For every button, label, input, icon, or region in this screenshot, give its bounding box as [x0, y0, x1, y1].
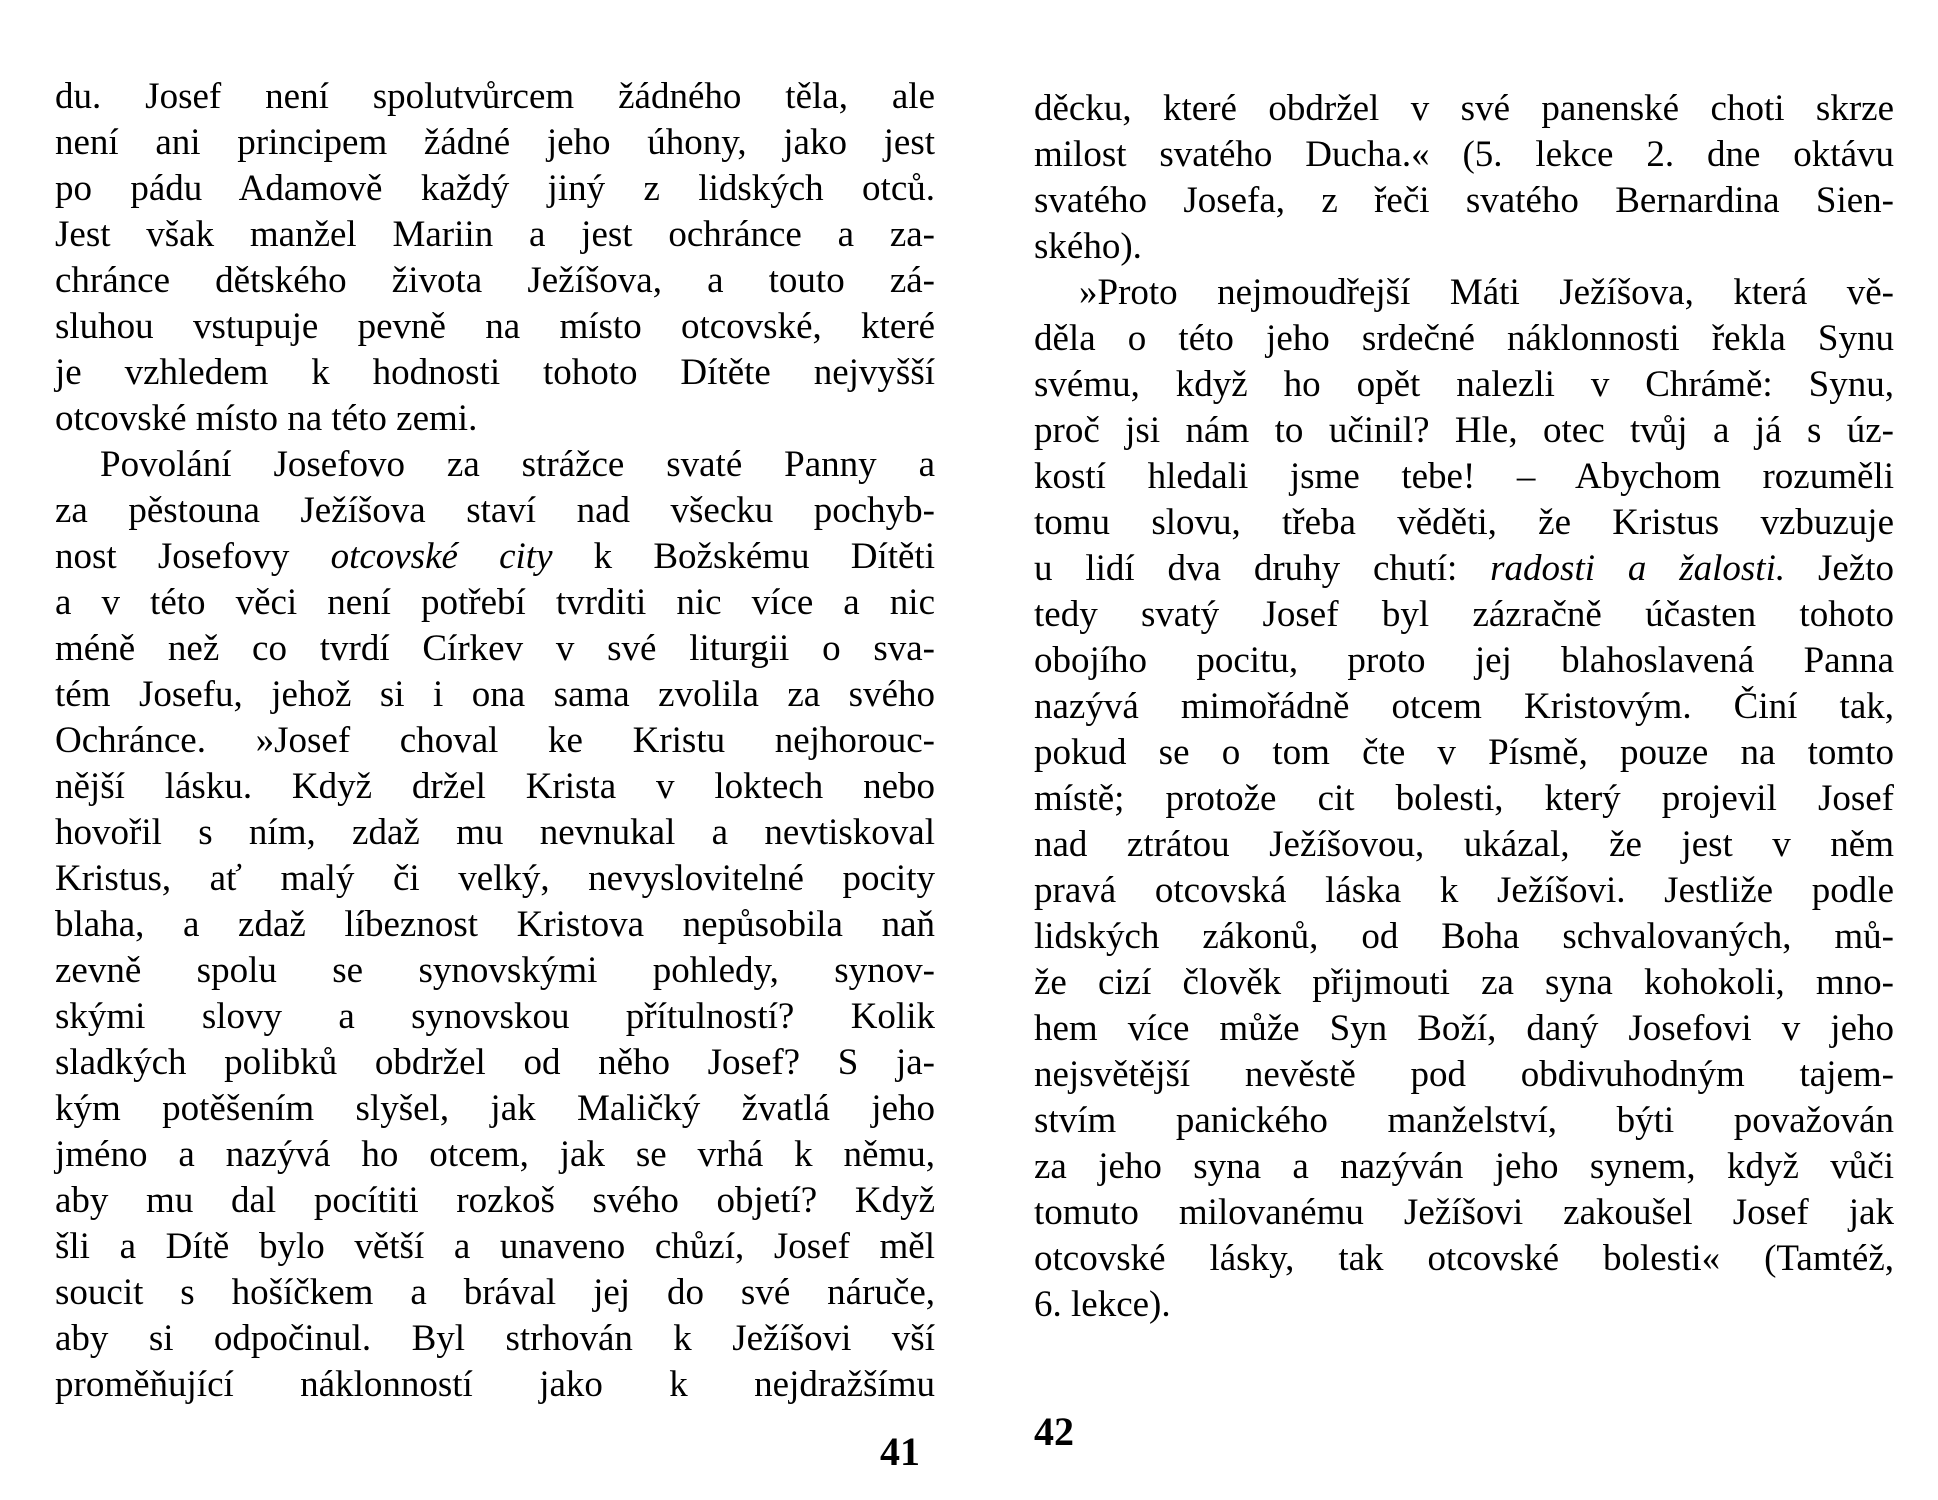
text-line: pravá otcovská láska k Ježíšovi. Jestliže podle [1034, 870, 1894, 911]
text-line: po pádu Adamově každý jiný z lidských otců. [55, 168, 935, 209]
text-line: Ochránce. »Josef choval ke Kristu nejhorouc- [55, 720, 935, 761]
page-number: 41 [880, 1429, 920, 1474]
text-line: že cizí člověk přijmouti za syna kohokoli, mno- [1034, 962, 1894, 1003]
text-line: svatého Josefa, z řeči svatého Bernardina Sien- [1034, 180, 1894, 221]
text-line: pokud se o tom čte v Písmě, pouze na tomto [1034, 732, 1894, 773]
italic-text: radosti a žalosti. [1490, 548, 1786, 589]
text-line: nazývá mimořádně otcem Kristovým. Činí tak, [1034, 686, 1894, 727]
paragraph [55, 442, 935, 1408]
right-page-text [1034, 86, 1894, 1328]
text-line: nad ztrátou Ježíšovou, ukázal, že jest v něm [1034, 824, 1894, 865]
text-line: za pěstouna Ježíšova staví nad všecku pochyb- [55, 490, 935, 531]
text-line: Kristus, ať malý či velký, nevyslovitelné pocity [55, 858, 935, 899]
text-line: tomuto milovanému Ježíšovi zakoušel Josef jak [1034, 1192, 1894, 1233]
text-line: obojího pocitu, proto jej blahoslavená Panna [1034, 640, 1894, 681]
text-line: otcovské lásky, tak otcovské bolesti« (Tamtéž, [1034, 1238, 1894, 1279]
text-line: sladkých polibků obdržel od něho Josef? S ja- [55, 1042, 935, 1083]
text-line: jméno a nazývá ho otcem, jak se vrhá k němu, [55, 1134, 935, 1175]
text-line: 6. lekce). [1034, 1284, 1171, 1325]
text-line: za jeho syna a nazýván jeho synem, když vůči [1034, 1146, 1894, 1187]
paragraph [1034, 270, 1894, 1328]
text-line: méně než co tvrdí Církev v své liturgii o sva- [55, 628, 935, 669]
text-line: proměňující náklonností jako k nejdražšímu [55, 1364, 935, 1405]
text-line: děla o této jeho srdečné náklonnosti řekla Synu [1034, 318, 1894, 359]
text-line: lidských zákonů, od Boha schvalovaných, mů- [1034, 916, 1894, 957]
text-line: otcovské místo na této zemi. [55, 398, 478, 439]
text-line: nejsvětější nevěstě pod obdivuhodným tajem- [1034, 1054, 1894, 1095]
text-line: Povolání Josefovo za strážce svaté Panny a [100, 444, 935, 485]
text-line: děcku, které obdržel v své panenské choti skrze [1034, 88, 1894, 129]
text-line: není ani principem žádné jeho úhony, jako jest [55, 122, 935, 163]
italic-text: otcovské city [330, 536, 553, 577]
text-line: Jest však manžel Mariin a jest ochránce a za- [55, 214, 935, 255]
text-segment: k Božskému Dítěti [552, 536, 935, 577]
right-page [969, 0, 1938, 1500]
text-line: aby si odpočinul. Byl strhován k Ježíšovi vší [55, 1318, 935, 1359]
text-line: je vzhledem k hodnosti tohoto Dítěte nejvyšší [55, 352, 935, 393]
text-line: nější lásku. Když držel Krista v loktech nebo [55, 766, 935, 807]
text-line: svému, když ho opět nalezli v Chrámě: Synu, [1034, 364, 1894, 405]
text-segment: nost Josefovy [55, 536, 331, 577]
text-line: zevně spolu se synovskými pohledy, synov- [55, 950, 935, 991]
text-segment: Ježto [1785, 548, 1894, 589]
text-line: kostí hledali jsme tebe! – Abychom rozuměli [1034, 456, 1894, 497]
paragraph [55, 74, 935, 442]
paragraph [1034, 86, 1894, 270]
text-line: »Proto nejmoudřejší Máti Ježíšova, která vě- [1079, 272, 1894, 313]
text-line: soucit s hošíčkem a brával jej do své náruče, [55, 1272, 935, 1313]
text-line: chránce dětského života Ježíšova, a touto zá- [55, 260, 935, 301]
text-line: du. Josef není spolutvůrcem žádného těla, ale [55, 76, 935, 117]
text-line: aby mu dal pocítiti rozkoš svého objetí? Když [55, 1180, 935, 1221]
text-line: kým potěšením slyšel, jak Maličký žvatlá jeho [55, 1088, 935, 1129]
text-line [1034, 546, 1894, 592]
text-line: ského). [1034, 226, 1142, 267]
text-line: hovořil s ním, zdaž mu nevnukal a nevtiskoval [55, 812, 935, 853]
page-number: 42 [1034, 1409, 1074, 1454]
text-line: stvím panického manželství, býti považován [1034, 1100, 1894, 1141]
text-line [55, 534, 935, 580]
text-line: hem více může Syn Boží, daný Josefovi v jeho [1034, 1008, 1894, 1049]
text-line: tedy svatý Josef byl zázračně účasten tohoto [1034, 594, 1894, 635]
left-page-text [55, 74, 935, 1408]
text-line: milost svatého Ducha.« (5. lekce 2. dne oktávu [1034, 134, 1894, 175]
text-line: tém Josefu, jehož si i ona sama zvolila za svého [55, 674, 935, 715]
text-line: místě; protože cit bolesti, který projevil Josef [1034, 778, 1894, 819]
text-segment: u lidí dva druhy chutí: [1034, 548, 1491, 589]
text-line: a v této věci není potřebí tvrditi nic více a nic [55, 582, 935, 623]
text-line: proč jsi nám to učinil? Hle, otec tvůj a já s úz- [1034, 410, 1894, 451]
text-line: sluhou vstupuje pevně na místo otcovské, které [55, 306, 935, 347]
text-line: skými slovy a synovskou přítulností? Kolik [55, 996, 935, 1037]
text-line: tomu slovu, třeba věděti, že Kristus vzbuzuje [1034, 502, 1894, 543]
text-line: blaha, a zdaž líbeznost Kristova nepůsobila naň [55, 904, 935, 945]
text-line: šli a Dítě bylo větší a unaveno chůzí, Josef měl [55, 1226, 935, 1267]
